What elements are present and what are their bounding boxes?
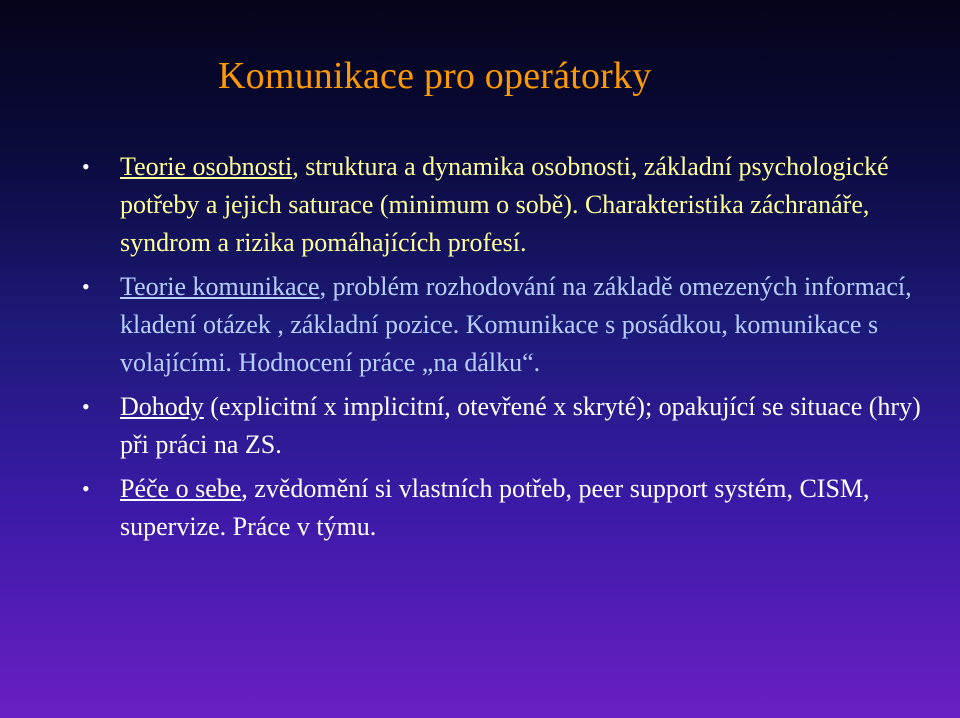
bullet-text-rest: , zvědomění si vlastních potřeb, peer support systém, CISM, supervize. Práce v týmu. [120, 474, 870, 541]
slide-title: Komunikace pro operátorky [218, 55, 652, 97]
link-teorie-osobnosti[interactable]: Teorie osobnosti [120, 152, 293, 181]
bullet-text [120, 272, 912, 377]
bullet-text-rest: , struktura a dynamika osobnosti, základní psychologické potřeby a jejich saturace (minimum o sobě). Charakteristika záchranáře, syndrom a rizika pomáhajících profesí. [120, 152, 889, 257]
bullet-icon: • [82, 394, 90, 419]
bullet-icon: • [82, 154, 90, 179]
bullet-text [120, 474, 870, 541]
link-dohody[interactable]: Dohody [120, 392, 204, 421]
bullet-text-rest: , problém rozhodování na základě omezených informací, kladení otázek , základní pozice. Komunikace s posádkou, komunikace s volajícími. Hodnocení práce „na dálku“. [120, 272, 912, 377]
bullet-text-rest: (explicitní x implicitní, otevřené x skryté); opakující se situace (hry) při práci na ZS. [120, 392, 921, 459]
link-teorie-komunikace[interactable]: Teorie komunikace [120, 272, 320, 301]
bullet-item-teorie-osobnosti [78, 148, 938, 262]
link-pece-o-sebe[interactable]: Péče o sebe [120, 474, 242, 503]
bullet-text [120, 392, 921, 459]
bullet-item-teorie-komunikace [78, 268, 938, 382]
bullet-item-dohody [78, 388, 938, 464]
bullet-text [120, 152, 889, 257]
bullet-icon: • [82, 476, 90, 501]
bullet-item-pece-o-sebe [78, 470, 938, 546]
bullet-icon: • [82, 274, 90, 299]
bullet-list [78, 148, 938, 552]
